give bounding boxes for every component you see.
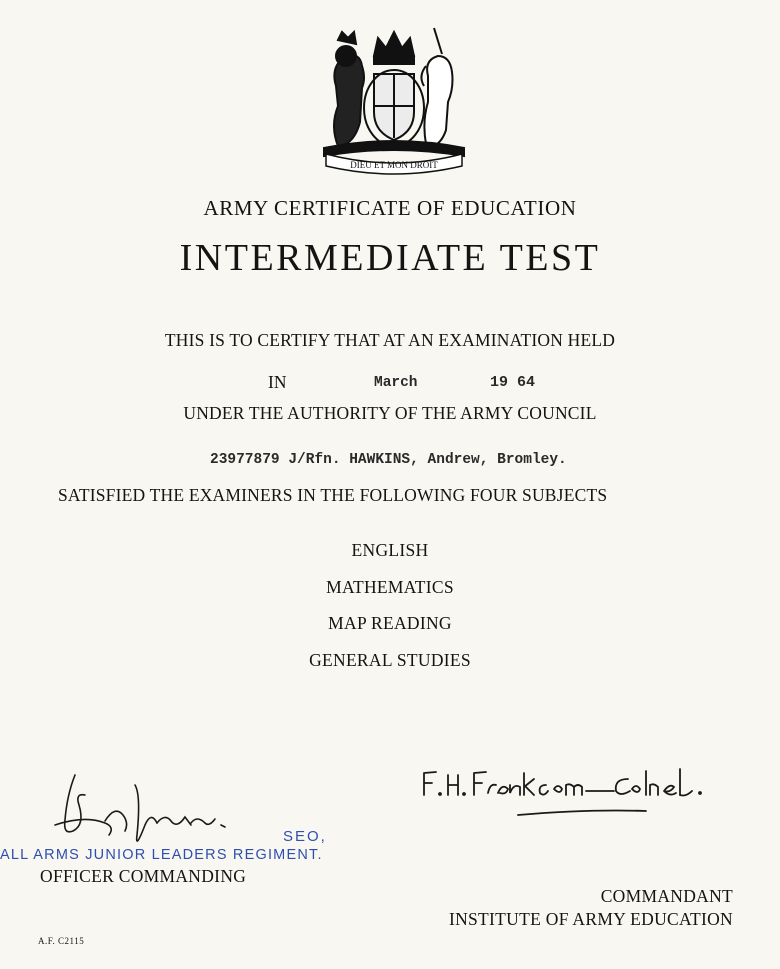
satisfied-line: SATISFIED THE EXAMINERS IN THE FOLLOWING FOUR SUBJECTS (58, 485, 608, 505)
officer-commanding-title: OFFICER COMMANDING (40, 866, 247, 886)
candidate-details: 23977879 J/Rfn. HAWKINS, Andrew, Bromley. (210, 452, 567, 468)
form-number: A.F. C2115 (38, 936, 85, 946)
commandant-signature (418, 765, 718, 825)
certificate-subtitle: INTERMEDIATE TEST (179, 237, 601, 279)
authority-line: UNDER THE AUTHORITY OF THE ARMY COUNCIL (183, 403, 597, 423)
exam-year: 19 64 (490, 374, 536, 391)
institute-title: INSTITUTE OF ARMY EDUCATION (448, 909, 733, 929)
subject-item: MATHEMATICS (326, 577, 454, 597)
officer-commanding-signature (45, 765, 245, 860)
certificate-title: ARMY CERTIFICATE OF EDUCATION (203, 196, 577, 220)
stamp-regiment: ALL ARMS JUNIOR LEADERS REGIMENT. (0, 847, 323, 863)
subject-item: GENERAL STUDIES (309, 650, 471, 670)
royal-coat-of-arms-icon (316, 26, 472, 178)
stamp-seo: SEO, (283, 828, 327, 845)
exam-month: March (374, 375, 418, 391)
commandant-title: COMMANDANT (600, 886, 733, 906)
subject-item: ENGLISH (351, 540, 429, 560)
crest-motto: DIEU ET MON DROIT (350, 160, 438, 170)
certify-line: THIS IS TO CERTIFY THAT AT AN EXAMINATION HELD (164, 330, 616, 350)
in-label: IN (268, 372, 287, 392)
subject-item: MAP READING (328, 613, 452, 633)
exam-date-row (0, 372, 780, 396)
